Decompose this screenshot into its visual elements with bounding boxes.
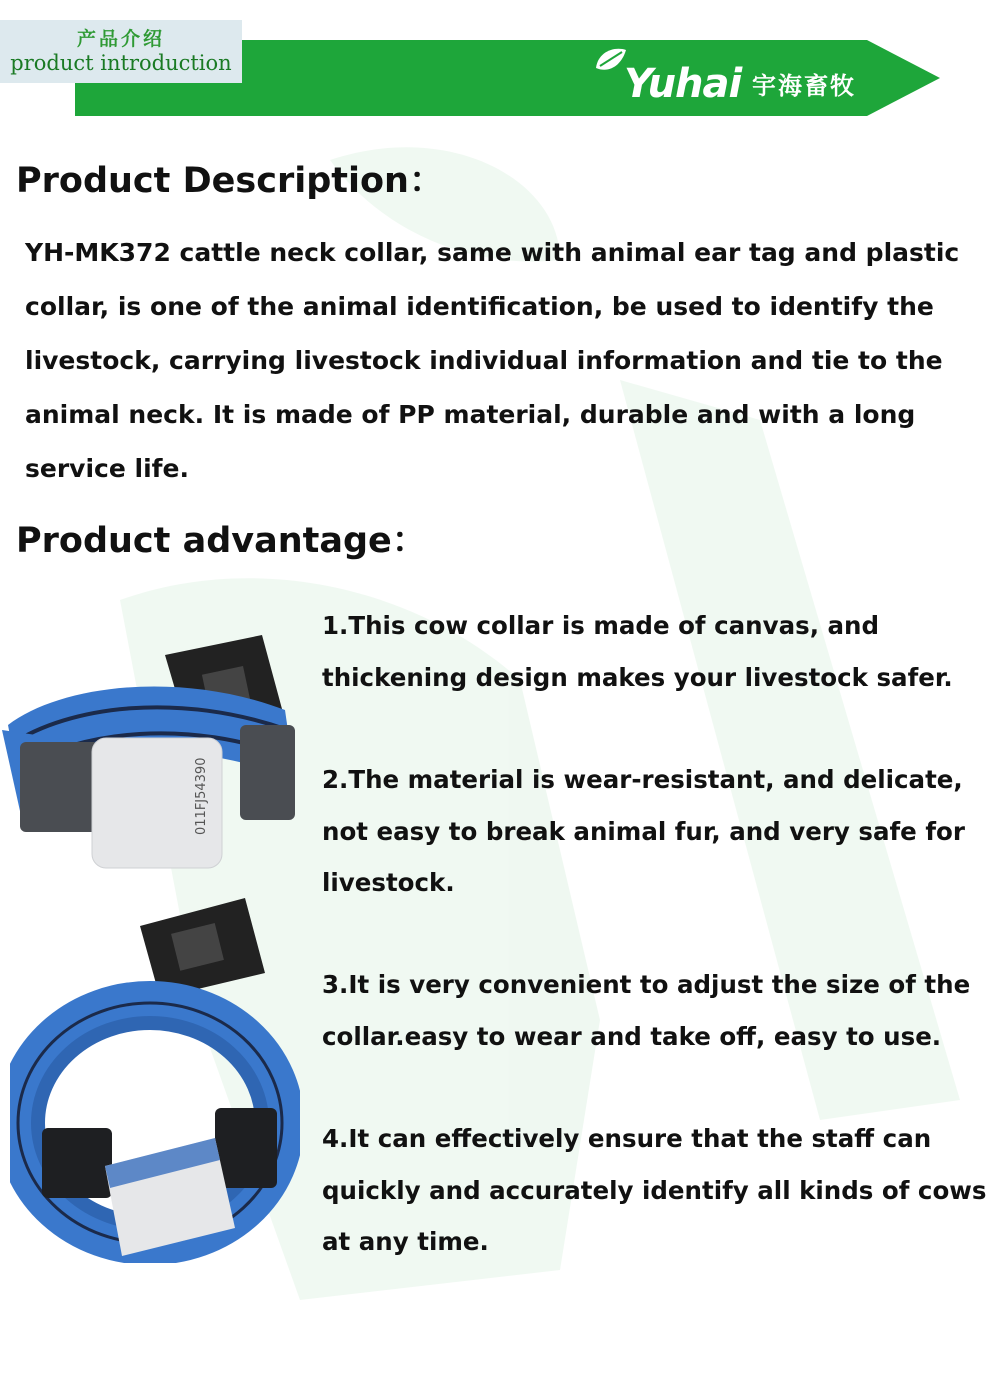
logo-wordmark: Yuhai (624, 61, 742, 107)
section-tab-en: product introduction (10, 51, 232, 75)
brand-logo (592, 44, 892, 110)
tag-number: 011FJ54390 (194, 757, 209, 835)
advantage-item-4: 4.It can effectively ensure that the staff can quickly and accurately identify all kinds of cows at any time. (322, 1124, 987, 1256)
advantage-heading: Product advantage： (16, 521, 427, 561)
logo-cn-text: 宇海畜牧 (752, 71, 856, 100)
advantage-item-3: 3.It is very convenient to adjust the size of the collar.easy to wear and take off, easy to use. (322, 970, 971, 1051)
section-tab (0, 20, 242, 83)
description-heading: Product Description： (16, 161, 444, 201)
description-text: YH-MK372 cattle neck collar, same with animal ear tag and plastic collar, is one of the animal identification, be used to identify the livestock, carrying livestock individual information and tie to the animal neck. It is made of PP material, durable and with a long service life. (25, 238, 960, 483)
section-tab-cn: 产品介绍 (76, 28, 165, 50)
collar-photo-flat (0, 630, 300, 875)
advantage-item-2: 2.The material is wear-resistant, and delicate, not easy to break animal fur, and very safe for livestock. (322, 765, 965, 897)
advantage-item-1: 1.This cow collar is made of canvas, and thickening design makes your livestock safer. (322, 611, 953, 692)
collar-photo-loop (10, 898, 300, 1263)
